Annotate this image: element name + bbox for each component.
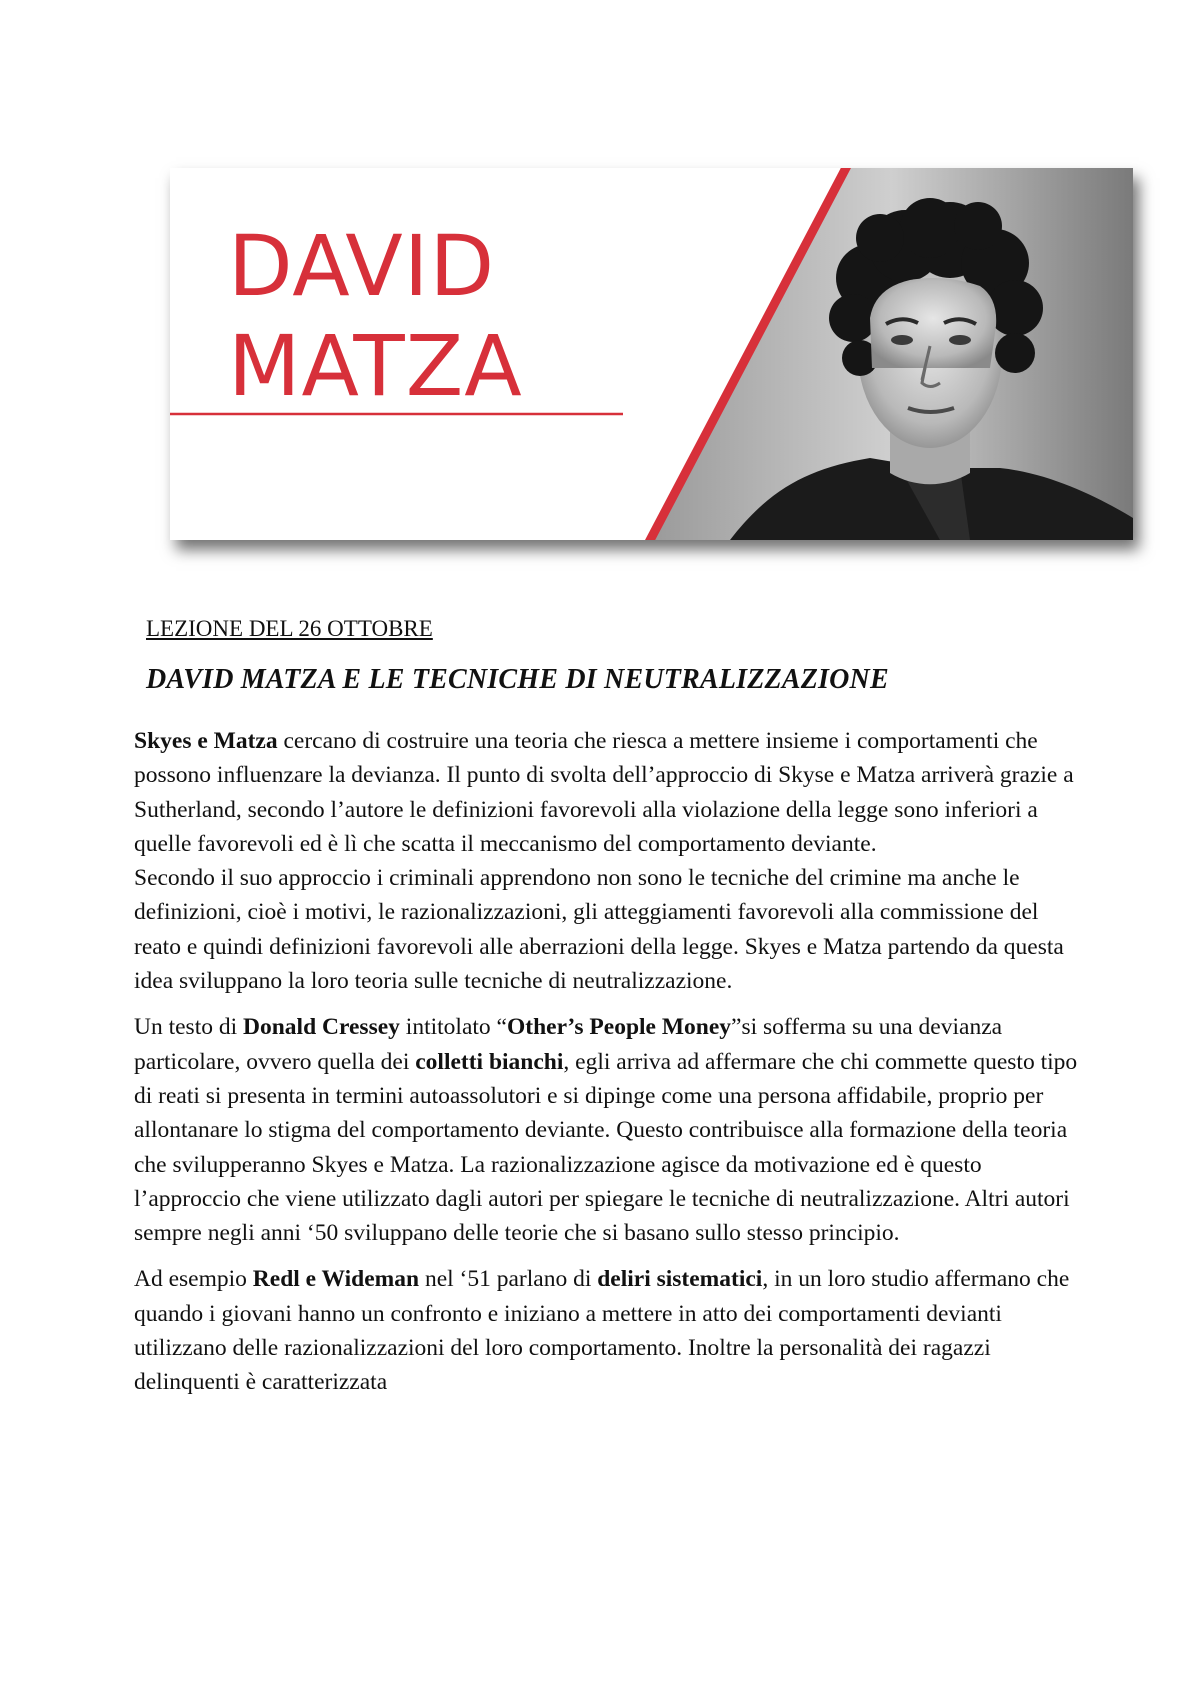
bold-phrase: Skyes e Matza	[134, 728, 278, 754]
banner-title-line2: MATZA	[228, 317, 523, 415]
text-run: , egli arriva ad affermare che chi commette questo tipo di reati si presenta in termini autoassolutori e si dipinge come una persona affidabile, proprio per allontanare lo stigma del comportamento deviante. Questo contribuisce alla formazione della teoria che svilupperanno Skyes e Matza. La razionalizzazione agisce da motivazione ed è questo l’approccio che viene utilizzato dagli autori per spiegare le tecniche di neutralizzazione. Altri autori sempre negli anni ‘50 sviluppano delle teorie che si basano sullo stesso principio.	[134, 1048, 1078, 1247]
bold-phrase: Redl e Wideman	[252, 1266, 420, 1293]
bold-phrase: Other’s People Money	[506, 1014, 732, 1041]
page-title: DAVID MATZA E LE TECNICHE DI NEUTRALIZZAZIONE	[146, 664, 889, 695]
text-run: nel ‘51 parlano di	[419, 1266, 598, 1293]
paragraph-3	[134, 1262, 1079, 1399]
text-run: Ad esempio	[134, 1266, 253, 1293]
body-text	[134, 724, 1079, 1412]
bold-phrase: deliri sistematici	[597, 1266, 763, 1293]
banner-title	[228, 216, 523, 416]
header-banner	[170, 168, 1133, 540]
text-run: , in un loro studio affermano che quando i giovani hanno un confronto e iniziano a mettere in atto dei comportamenti devianti utilizzano delle razionalizzazioni del loro comportamento. Inoltre la personalità dei ragazzi delinquenti è caratterizzata	[134, 1266, 1070, 1396]
text-run: intitolato “	[399, 1014, 507, 1041]
text-run: ”si sofferma su una devianza particolare, ovvero quella dei	[134, 1014, 1003, 1075]
paragraph-2	[134, 1010, 1079, 1250]
bold-phrase: Donald Cressey	[243, 1014, 400, 1041]
banner-title-line1: DAVID	[228, 217, 496, 315]
bold-phrase: colletti bianchi	[415, 1048, 564, 1075]
paragraph-1	[134, 724, 1079, 998]
lesson-date: LEZIONE DEL 26 OTTOBRE	[146, 616, 433, 641]
text-run: Secondo il suo approccio i criminali apprendono non sono le tecniche del crimine ma anche le definizioni, cioè i motivi, le razionalizzazioni, gli atteggiamenti favorevoli alla commissione del reato e quindi definizioni favorevoli alle aberrazioni della legge. Skyes e Matza partendo da questa idea sviluppano la loro teoria sulle tecniche di neutralizzazione.	[134, 865, 1064, 995]
text-run: cercano di costruire una teoria che riesca a mettere insieme i comportamenti che possono influenzare la devianza. Il punto di svolta dell’approccio di Skyse e Matza arriverà grazie a Sutherland, secondo l’autore le definizioni favorevoli alla violazione della legge sono inferiori a quelle favorevoli ed è lì che scatta il meccanismo del comportamento deviante.	[134, 728, 1074, 857]
text-run: Un testo di	[134, 1014, 244, 1041]
